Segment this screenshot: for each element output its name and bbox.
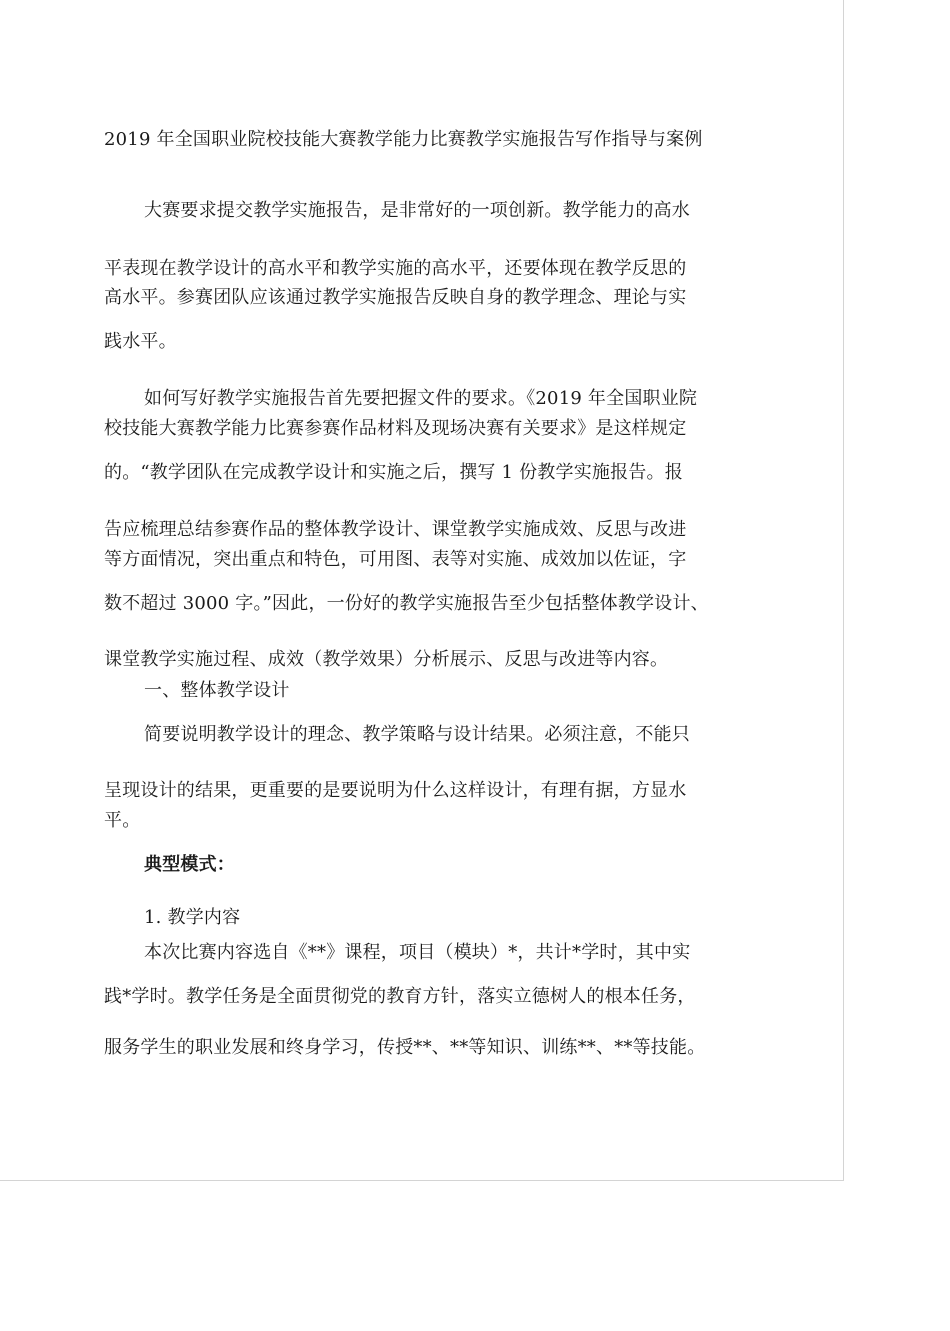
- paragraph-line: 呈现设计的结果，更重要的是要说明为什么这样设计，有理有据，方显水: [104, 780, 687, 801]
- paragraph-line: 大赛要求提交教学实施报告，是非常好的一项创新。教学能力的高水: [144, 200, 690, 221]
- paragraph-line: 服务学生的职业发展和终身学习，传授**、**等知识、训练**、**等技能。: [104, 1037, 706, 1058]
- paragraph-line: 平表现在教学设计的高水平和教学实施的高水平，还要体现在教学反思的: [104, 258, 687, 279]
- paragraph-line: 践*学时。教学任务是全面贯彻党的教育方针，落实立德树人的根本任务，: [104, 986, 696, 1007]
- paragraph-line: 践水平。: [104, 331, 177, 352]
- section-heading: 一、整体教学设计: [144, 680, 290, 701]
- paragraph-line: 高水平。参赛团队应该通过教学实施报告反映自身的教学理念、理论与实: [104, 287, 687, 308]
- paragraph-line: 的。“教学团队在完成教学设计和实施之后，撰写 1 份教学实施报告。报: [104, 462, 683, 483]
- paragraph-line: 等方面情况，突出重点和特色，可用图、表等对实施、成效加以佐证，字: [104, 549, 687, 570]
- paragraph-line: 告应梳理总结参赛作品的整体教学设计、课堂教学实施成效、反思与改进: [104, 519, 687, 540]
- paragraph-line: 本次比赛内容选自《**》课程，项目（模块）*，共计*学时，其中实: [144, 942, 691, 963]
- paragraph-line: 简要说明教学设计的理念、教学策略与设计结果。必须注意，不能只: [144, 724, 690, 745]
- paragraph-line: 如何写好教学实施报告首先要把握文件的要求。《2019 年全国职业院: [144, 388, 698, 409]
- paragraph-line: 数不超过 3000 字。”因此，一份好的教学实施报告至少包括整体教学设计、: [104, 593, 709, 614]
- subheading-typical-mode: 典型模式：: [144, 854, 235, 875]
- paragraph-line: 校技能大赛教学能力比赛参赛作品材料及现场决赛有关要求》是这样规定: [104, 418, 687, 439]
- document-title: 2019 年全国职业院校技能大赛教学能力比赛教学实施报告写作指导与案例: [104, 129, 703, 150]
- paragraph-line: 平。: [104, 810, 141, 831]
- paragraph-line: 课堂教学实施过程、成效（教学效果）分析展示、反思与改进等内容。: [104, 649, 669, 670]
- subsection-heading: 1. 教学内容: [144, 907, 241, 928]
